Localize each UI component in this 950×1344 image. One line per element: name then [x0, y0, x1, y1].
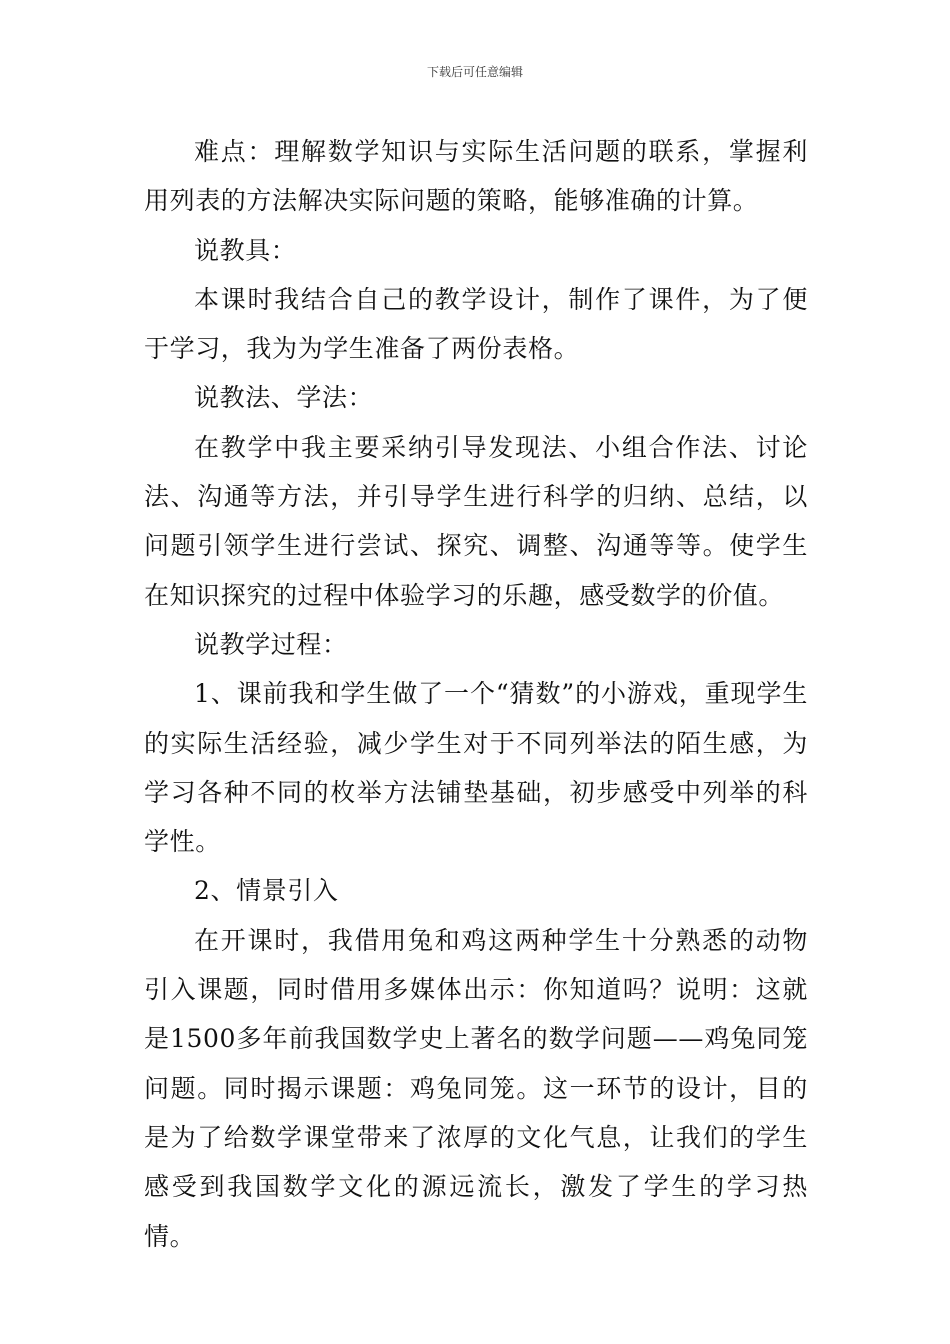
paragraph-teaching-aids: 本课时我结合自己的教学设计，制作了课件，为了便于学习，我为为学生准备了两份表格。: [144, 284, 808, 364]
paragraph-step-2-body: 在开课时，我借用兔和鸡这两种学生十分熟悉的动物引入课题，同时借用多媒体出示：你知道吗？说明：这就是1500多年前我国数学史上著名的数学问题——鸡兔同笼问题。同时揭示课题：鸡兔同笼。这一环节的设计，目的是为了给数学课堂带来了浓厚的文化气息，让我们的学生感受到我国数学文化的源远流长，激发了学生的学习热情。: [144, 925, 808, 1251]
heading-teaching-aids: 说教具：: [194, 235, 297, 265]
heading-teaching-methods: 说教法、学法：: [194, 383, 374, 413]
paragraph-step-1: 1、课前我和学生做了一个“猜数”的小游戏，重现学生的实际生活经验，减少学生对于不同列举法的陌生感，为学习各种不同的枚举方法铺垫基础，初步感受中列举的科学性。: [144, 679, 808, 857]
document-body: [144, 127, 808, 1261]
paragraph-difficulty: 难点：理解数学知识与实际生活问题的联系，掌握利用列表的方法解决实际问题的策略，能够准确的计算。: [144, 137, 808, 216]
paragraph-teaching-methods: 在教学中我主要采纳引导发现法、小组合作法、讨论法、沟通等方法，并引导学生进行科学的归纳、总结，以问题引领学生进行尝试、探究、调整、沟通等等。使学生在知识探究的过程中体验学习的乐趣，感受数学的价值。: [144, 432, 808, 610]
paragraph-step-2-title: 2、情景引入: [194, 876, 339, 906]
heading-teaching-process: 说教学过程：: [194, 629, 348, 659]
page-header: 下载后可任意编辑: [426, 65, 523, 79]
